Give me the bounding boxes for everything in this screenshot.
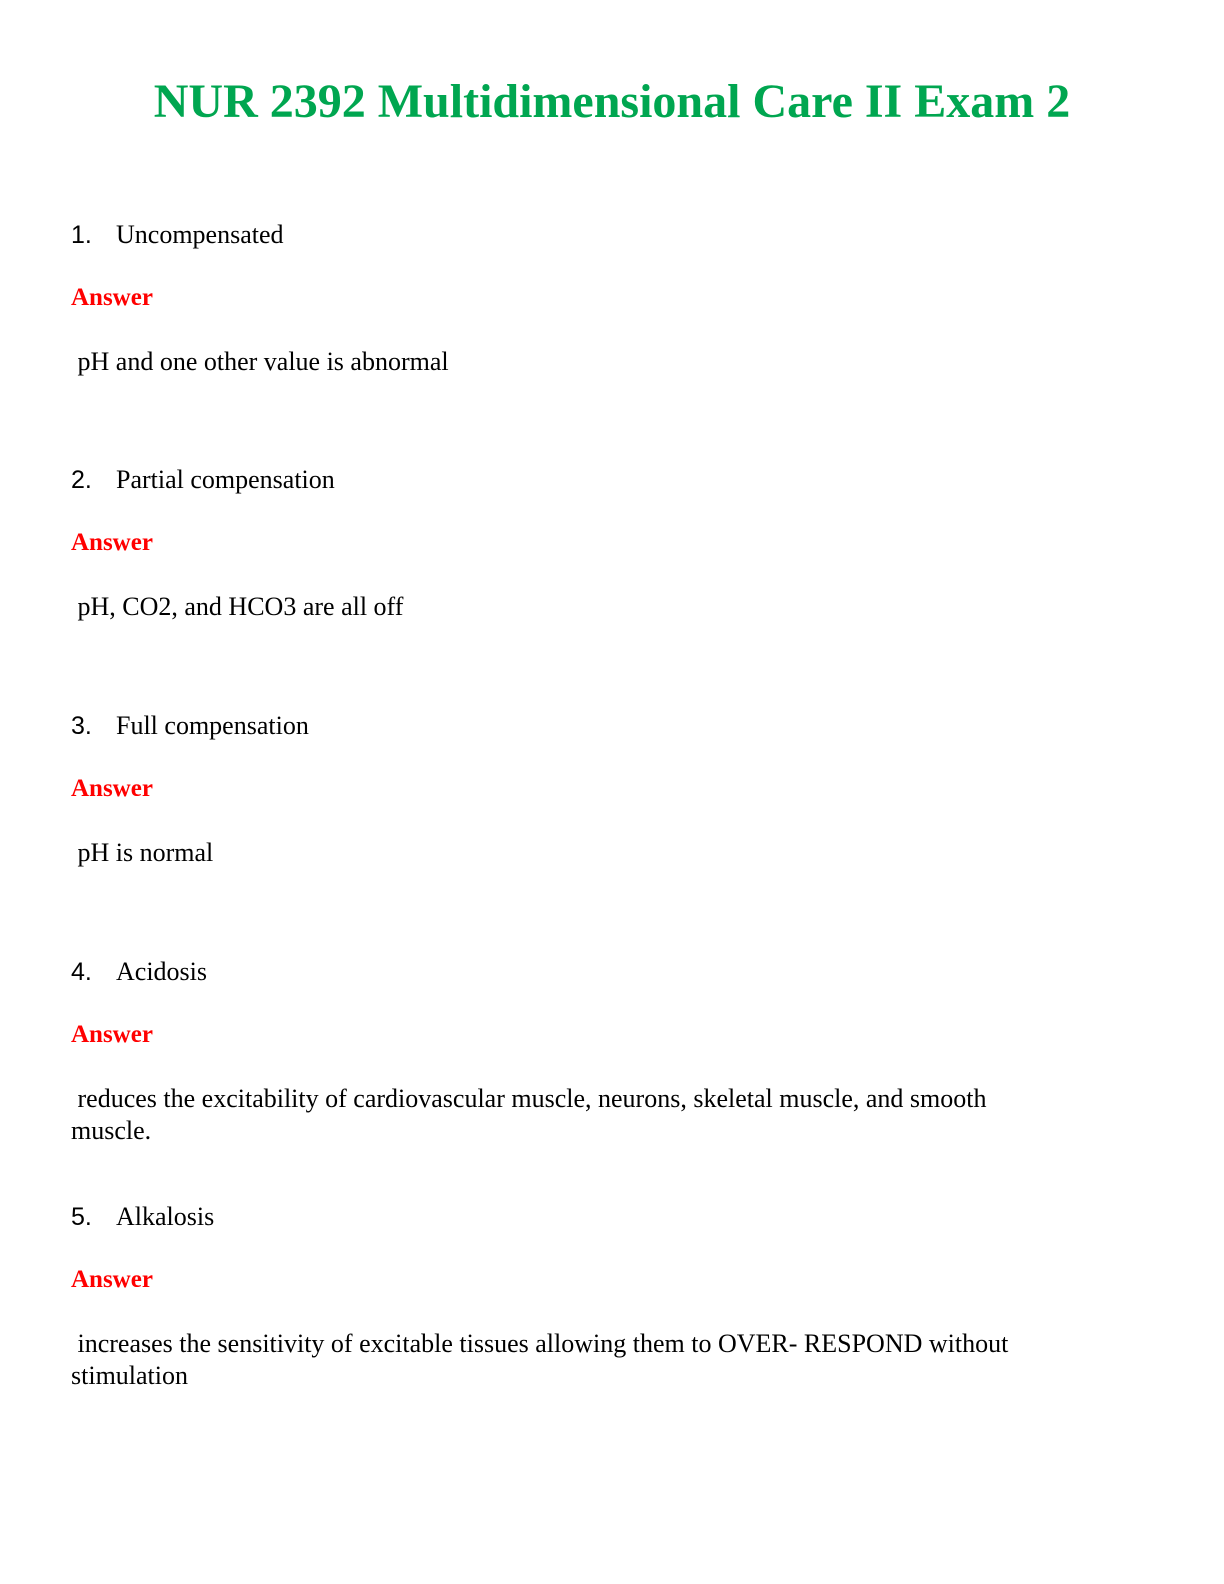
answer-label: Answer [71, 284, 153, 311]
question-number: 4. [71, 958, 92, 986]
answer-text: pH, CO2, and HCO3 are all off [71, 592, 404, 621]
question-term: Full compensation [116, 711, 309, 740]
question-term: Acidosis [116, 957, 207, 986]
answer-text: increases the sensitivity of excitable tissues allowing them to OVER- RESPOND without stimulation [71, 1329, 1009, 1390]
question-term: Partial compensation [116, 465, 335, 494]
question-line [71, 464, 335, 496]
answer-text: pH and one other value is abnormal [71, 347, 449, 376]
question-number: 3. [71, 712, 92, 740]
page-title: NUR 2392 Multidimensional Care II Exam 2 [153, 75, 1071, 128]
question-number: 5. [71, 1203, 92, 1231]
question-number: 2. [71, 466, 92, 494]
answer-label: Answer [71, 1021, 153, 1048]
question-line [71, 1201, 214, 1233]
question-term: Uncompensated [116, 220, 284, 249]
question-line [71, 710, 309, 742]
answer-label: Answer [71, 529, 153, 556]
answer-label: Answer [71, 775, 153, 802]
question-line [71, 219, 284, 251]
answer-text: pH is normal [71, 838, 214, 867]
question-term: Alkalosis [116, 1202, 215, 1231]
answer-label: Answer [71, 1266, 153, 1293]
question-line [71, 956, 207, 988]
question-number: 1. [71, 221, 92, 249]
answer-text: reduces the excitability of cardiovascular muscle, neurons, skeletal muscle, and smooth muscle. [71, 1084, 993, 1145]
